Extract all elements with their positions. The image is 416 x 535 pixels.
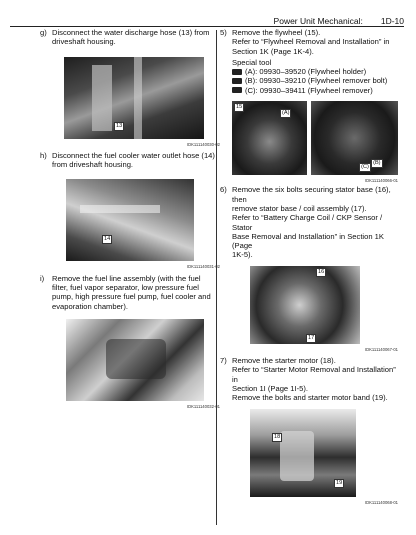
photo-stator-base — [250, 266, 360, 344]
step-label: 5) — [220, 28, 227, 37]
special-tool-icon — [232, 87, 242, 93]
callout-18: 18 — [274, 433, 281, 440]
callout-a: (A) — [282, 110, 290, 117]
figure-caption: IDK111140030-02 — [186, 141, 220, 147]
figure-caption: IDK111140031-02 — [186, 264, 220, 270]
page-number: 1D-10 — [380, 16, 404, 26]
callout-17: 17 — [308, 334, 315, 341]
step-7 — [220, 356, 398, 403]
callout-15: 15 — [236, 104, 243, 111]
tool-text: (B): 09930–39210 (Flywheel remover bolt) — [245, 76, 388, 86]
step-text: Disconnect the fuel cooler water outlet hose (14) from driveshaft housing. — [52, 150, 215, 170]
step-label: g) — [40, 28, 47, 37]
step-h — [40, 150, 220, 170]
photo-flywheel-remover — [311, 101, 398, 175]
special-tool-icon — [232, 78, 242, 84]
tool-row — [232, 76, 398, 85]
step-g — [40, 28, 220, 47]
step-label: i) — [40, 273, 45, 283]
step-text: Remove the flywheel (15). — [232, 28, 321, 37]
left-column — [40, 28, 220, 411]
photo-flywheel-holder — [232, 101, 307, 175]
step-text: Remove the fuel line assembly (with the fuel filter, fuel vapor separator, low pressure fuel pump, high pressure fuel pump, fuel cooler and evaporation chamber). — [52, 273, 211, 311]
step-label: 7) — [220, 356, 227, 366]
tool-row — [232, 67, 398, 76]
callout-19: 19 — [336, 479, 343, 486]
step-i — [40, 273, 220, 311]
tool-text: (C): 09930–39411 (Flywheel remover) — [245, 85, 373, 95]
figure-caption: IDK111140068-01 — [364, 499, 398, 505]
tool-row — [232, 86, 398, 95]
flywheel-photos — [232, 101, 398, 175]
callout-b: (B) — [373, 160, 381, 167]
step-text: Remove the starter motor (18). Refer to “Starter Motor Removal and Installation” in Section 1I (Page 1I-5). Remove the bolts and starter motor band (19). — [232, 356, 396, 403]
special-tool-icon — [232, 69, 242, 75]
callout-13: 13 — [116, 122, 123, 129]
step-label: 6) — [220, 185, 227, 195]
special-tool-heading: Special tool — [232, 57, 272, 67]
figure-caption: IDK111140032-01 — [186, 403, 220, 409]
step-reference: Refer to “Flywheel Removal and Installation” in Section 1K (Page 1K-4). — [232, 37, 390, 56]
figure-caption: IDK111140067-01 — [364, 346, 398, 352]
right-column — [220, 28, 398, 507]
figure-caption: IDK111140066-01 — [364, 178, 398, 184]
photo-fuel-line-assembly — [66, 319, 204, 401]
callout-14: 14 — [104, 236, 111, 243]
callout-16: 16 — [318, 268, 325, 275]
step-5 — [220, 28, 398, 37]
photo-water-discharge-hose — [64, 57, 204, 139]
callout-c: (C) — [361, 164, 369, 171]
header-title: Power Unit Mechanical: — [273, 16, 363, 26]
photo-fuel-cooler-hose — [66, 179, 194, 261]
tool-text: (A): 09930–39520 (Flywheel holder) — [245, 67, 367, 77]
photo-starter-motor — [250, 409, 356, 497]
step-text: Remove the six bolts securing stator base (16), then remove stator base / coil assembly (17). Refer to “Battery Charge Coil / CKP Sensor / Stator Base Removal and Installation” in Section 1K (Page 1K-5). — [232, 185, 391, 260]
step-label: h) — [40, 150, 47, 160]
step-text: Disconnect the water discharge hose (13) from driveshaft housing. — [52, 28, 210, 47]
page-header — [10, 8, 404, 27]
step-6 — [220, 185, 398, 260]
